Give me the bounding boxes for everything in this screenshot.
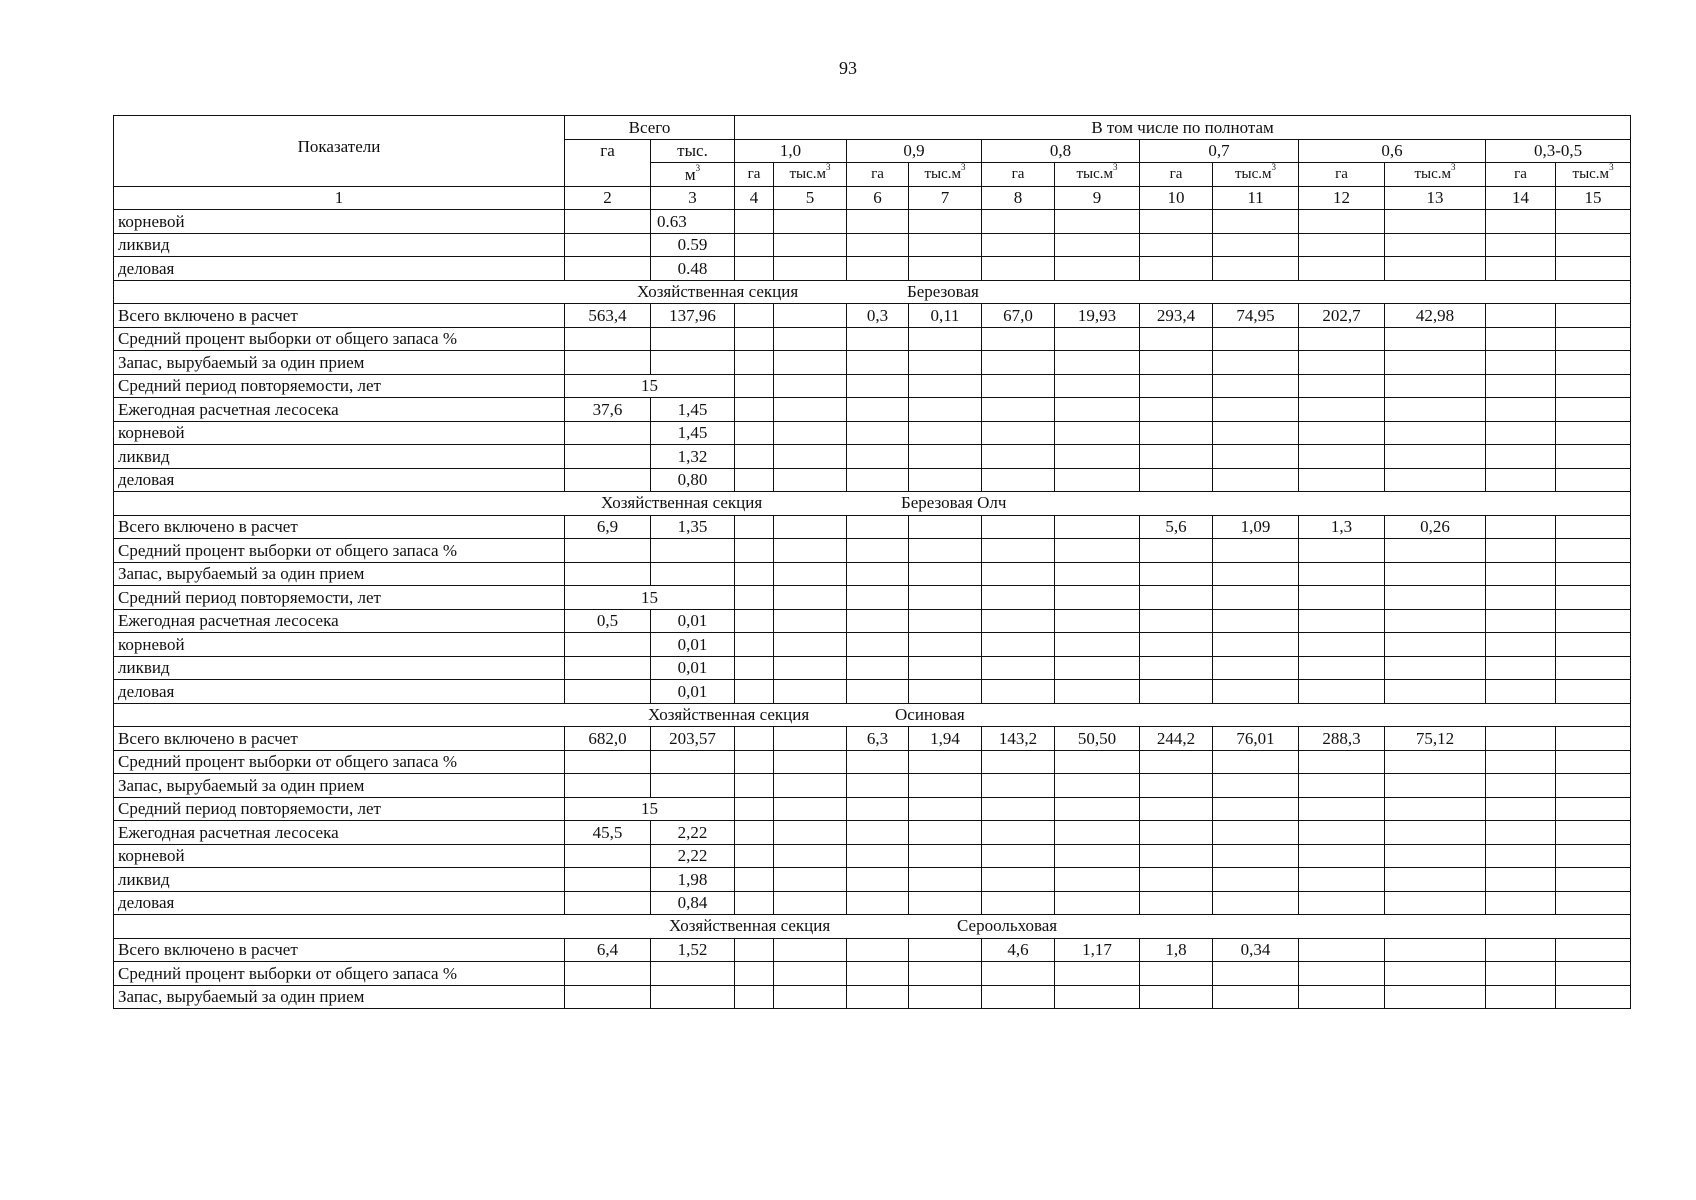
section-header — [114, 703, 1631, 727]
table-row — [114, 844, 1631, 868]
cell-value: 6,9 — [565, 515, 651, 539]
table-row — [114, 985, 1631, 1009]
header-unit-thous-m3: $тыс.м^3$ — [774, 163, 847, 187]
cell-value: 288,3 — [1299, 727, 1385, 751]
section-header-row — [114, 492, 1631, 516]
cell-value: 1,98 — [651, 868, 735, 892]
row-label: деловая — [114, 468, 565, 492]
column-number: 8 — [982, 186, 1055, 210]
row-label: Запас, вырубаемый за один прием — [114, 985, 565, 1009]
row-label: корневой — [114, 210, 565, 234]
header-unit-thous-m3: $тыс.м^3$ — [1385, 163, 1486, 187]
total-row — [114, 727, 1631, 751]
row-label: ликвид — [114, 445, 565, 469]
row-label: деловая — [114, 257, 565, 281]
table-row — [114, 445, 1631, 469]
cell-value: 0,80 — [651, 468, 735, 492]
section-header — [114, 280, 1631, 304]
header-total-m3: $м^3$ — [651, 163, 735, 187]
row-label: Ежегодная расчетная лесосека — [114, 609, 565, 633]
annual-ha: 45,5 — [565, 821, 651, 845]
table-row — [114, 868, 1631, 892]
header-unit-thous-m3: $тыс.м^3$ — [1055, 163, 1140, 187]
table-row — [114, 374, 1631, 398]
section-header-row — [114, 703, 1631, 727]
cell-value: 1,3 — [1299, 515, 1385, 539]
cell-value: 2,22 — [651, 844, 735, 868]
cell-value: 293,4 — [1140, 304, 1213, 328]
cell-value: 4,6 — [982, 938, 1055, 962]
header-density-0-7: 0,7 — [1140, 139, 1299, 163]
cell-value: 682,0 — [565, 727, 651, 751]
cell-value: 50,50 — [1055, 727, 1140, 751]
column-number: 3 — [651, 186, 735, 210]
cell-value — [982, 515, 1055, 539]
cell-value — [1486, 938, 1556, 962]
column-number: 14 — [1486, 186, 1556, 210]
row-label: Всего включено в расчет — [114, 727, 565, 751]
cell-value: 0,84 — [651, 891, 735, 915]
section-name: Осиновая — [895, 704, 965, 724]
row-label: Средний период повторяемости, лет — [114, 797, 565, 821]
header-density-0-9: 0,9 — [847, 139, 982, 163]
table-row — [114, 609, 1631, 633]
cell-value: 0,01 — [651, 680, 735, 704]
table-row — [114, 327, 1631, 351]
cell-value: 42,98 — [1385, 304, 1486, 328]
table-row — [114, 774, 1631, 798]
table-row — [114, 398, 1631, 422]
header-density-0-6: 0,6 — [1299, 139, 1486, 163]
cell-value: 1,17 — [1055, 938, 1140, 962]
row-label: корневой — [114, 633, 565, 657]
annual-m3: 0,01 — [651, 609, 735, 633]
table-row — [114, 539, 1631, 563]
header-unit-ha: га — [1486, 163, 1556, 187]
table-row — [114, 351, 1631, 375]
cell-value — [1299, 938, 1385, 962]
header-by-density: В том числе по полнотам — [735, 116, 1631, 140]
table-row — [114, 233, 1631, 257]
section-header-row — [114, 915, 1631, 939]
total-row — [114, 304, 1631, 328]
row-value: 0.48 — [651, 257, 735, 281]
cell-value — [909, 938, 982, 962]
cell-value: 202,7 — [1299, 304, 1385, 328]
cell-value: 0,11 — [909, 304, 982, 328]
header-density-0-3-0-5: 0,3-0,5 — [1486, 139, 1631, 163]
section-title: Хозяйственная секция — [637, 281, 799, 301]
row-label: Запас, вырубаемый за один прием — [114, 562, 565, 586]
table-row — [114, 891, 1631, 915]
cell-value: 1,45 — [651, 421, 735, 445]
cell-value — [735, 304, 774, 328]
cell-value — [735, 938, 774, 962]
row-label: Всего включено в расчет — [114, 515, 565, 539]
total-row — [114, 938, 1631, 962]
annual-ha: 0,5 — [565, 609, 651, 633]
table-row — [114, 257, 1631, 281]
cell-value: 5,6 — [1140, 515, 1213, 539]
cell-value: 1,35 — [651, 515, 735, 539]
column-number: 15 — [1556, 186, 1631, 210]
row-label: Всего включено в расчет — [114, 938, 565, 962]
column-number: 7 — [909, 186, 982, 210]
section-header — [114, 915, 1631, 939]
row-label: ликвид — [114, 868, 565, 892]
section-name: Березовая Олч — [901, 493, 1007, 513]
cell-value — [1486, 304, 1556, 328]
table-row — [114, 421, 1631, 445]
row-value: 0.63 — [651, 210, 735, 234]
cell-value: 143,2 — [982, 727, 1055, 751]
cell-value — [847, 938, 909, 962]
period-value: 15 — [565, 586, 735, 610]
header-unit-ha: га — [847, 163, 909, 187]
cell-value: 76,01 — [1213, 727, 1299, 751]
header-total-thous: тыс. — [651, 139, 735, 163]
cell-value: 0,01 — [651, 633, 735, 657]
annual-m3: 1,45 — [651, 398, 735, 422]
cell-value — [1055, 515, 1140, 539]
cell-value: 1,09 — [1213, 515, 1299, 539]
row-label: ликвид — [114, 233, 565, 257]
column-number: 13 — [1385, 186, 1486, 210]
header-indicators: Показатели — [114, 116, 565, 187]
column-number: 2 — [565, 186, 651, 210]
cell-value — [1486, 727, 1556, 751]
cell-value: 0,01 — [651, 656, 735, 680]
header-total: Всего — [565, 116, 735, 140]
cell-value — [735, 515, 774, 539]
row-label: деловая — [114, 891, 565, 915]
row-label: Запас, вырубаемый за один прием — [114, 774, 565, 798]
cell-value: 0,26 — [1385, 515, 1486, 539]
row-label: Ежегодная расчетная лесосека — [114, 398, 565, 422]
total-row — [114, 515, 1631, 539]
header-unit-thous-m3: $тыс.м^3$ — [909, 163, 982, 187]
section-header-row — [114, 280, 1631, 304]
table-row — [114, 680, 1631, 704]
cell-value — [1385, 938, 1486, 962]
column-number: 1 — [114, 186, 565, 210]
cell-value: 1,32 — [651, 445, 735, 469]
row-label: Средний период повторяемости, лет — [114, 586, 565, 610]
annual-m3: 2,22 — [651, 821, 735, 845]
header-unit-ha: га — [982, 163, 1055, 187]
row-label: Средний процент выборки от общего запаса % — [114, 962, 565, 986]
cell-value: 137,96 — [651, 304, 735, 328]
column-number: 5 — [774, 186, 847, 210]
header-density-1-0: 1,0 — [735, 139, 847, 163]
column-number: 11 — [1213, 186, 1299, 210]
cell-value: 563,4 — [565, 304, 651, 328]
table-row — [114, 633, 1631, 657]
row-value: 0.59 — [651, 233, 735, 257]
table-row — [114, 656, 1631, 680]
table-row — [114, 468, 1631, 492]
row-label: деловая — [114, 680, 565, 704]
cell-value — [774, 304, 847, 328]
header-unit-ha: га — [1140, 163, 1213, 187]
row-label: Ежегодная расчетная лесосека — [114, 821, 565, 845]
row-label: Запас, вырубаемый за один прием — [114, 351, 565, 375]
cell-value: 67,0 — [982, 304, 1055, 328]
cell-value: 75,12 — [1385, 727, 1486, 751]
section-title: Хозяйственная секция — [669, 916, 831, 936]
cell-value: 203,57 — [651, 727, 735, 751]
cell-value: 1,94 — [909, 727, 982, 751]
cell-value: 1,8 — [1140, 938, 1213, 962]
cell-value: 6,3 — [847, 727, 909, 751]
column-number: 12 — [1299, 186, 1385, 210]
header-unit-thous-m3: $тыс.м^3$ — [1213, 163, 1299, 187]
table-row — [114, 562, 1631, 586]
cell-value — [909, 515, 982, 539]
section-header — [114, 492, 1631, 516]
cell-value: 19,93 — [1055, 304, 1140, 328]
row-label: Средний период повторяемости, лет — [114, 374, 565, 398]
cell-value — [1556, 304, 1631, 328]
table-row — [114, 797, 1631, 821]
annual-ha: 37,6 — [565, 398, 651, 422]
cell-value: 74,95 — [1213, 304, 1299, 328]
cell-value: 0,34 — [1213, 938, 1299, 962]
header-density-0-8: 0,8 — [982, 139, 1140, 163]
header-unit-ha: га — [735, 163, 774, 187]
page-number: 93 — [839, 58, 857, 78]
header-unit-ha: га — [1299, 163, 1385, 187]
column-number: 10 — [1140, 186, 1213, 210]
row-label: Всего включено в расчет — [114, 304, 565, 328]
cell-value — [847, 515, 909, 539]
column-number: 4 — [735, 186, 774, 210]
cell-value: 1,52 — [651, 938, 735, 962]
period-value: 15 — [565, 797, 735, 821]
section-title: Хозяйственная секция — [648, 704, 810, 724]
row-label: корневой — [114, 844, 565, 868]
cell-value — [774, 938, 847, 962]
cell-value — [774, 727, 847, 751]
row-label: Средний процент выборки от общего запаса % — [114, 750, 565, 774]
section-name: Березовая — [907, 281, 979, 301]
cell-value — [1556, 515, 1631, 539]
row-label: ликвид — [114, 656, 565, 680]
section-title: Хозяйственная секция — [601, 493, 763, 513]
column-number: 9 — [1055, 186, 1140, 210]
table-row — [114, 821, 1631, 845]
row-label: Средний процент выборки от общего запаса % — [114, 327, 565, 351]
section-name: Сероольховая — [957, 916, 1058, 936]
header-total-ha: га — [565, 139, 651, 186]
cell-value — [774, 515, 847, 539]
cell-value — [735, 727, 774, 751]
cell-value — [1486, 515, 1556, 539]
table-row — [114, 586, 1631, 610]
cell-value — [1556, 727, 1631, 751]
table-row — [114, 750, 1631, 774]
cell-value: 244,2 — [1140, 727, 1213, 751]
table-row — [114, 962, 1631, 986]
table-row — [114, 210, 1631, 234]
cell-value: 0,3 — [847, 304, 909, 328]
row-label: корневой — [114, 421, 565, 445]
header-unit-thous-m3: $тыс.м^3$ — [1556, 163, 1631, 187]
cell-value — [1556, 938, 1631, 962]
period-value: 15 — [565, 374, 735, 398]
column-number: 6 — [847, 186, 909, 210]
cell-value: 6,4 — [565, 938, 651, 962]
allowable-cut-table — [113, 115, 1631, 1009]
row-label: Средний процент выборки от общего запаса % — [114, 539, 565, 563]
